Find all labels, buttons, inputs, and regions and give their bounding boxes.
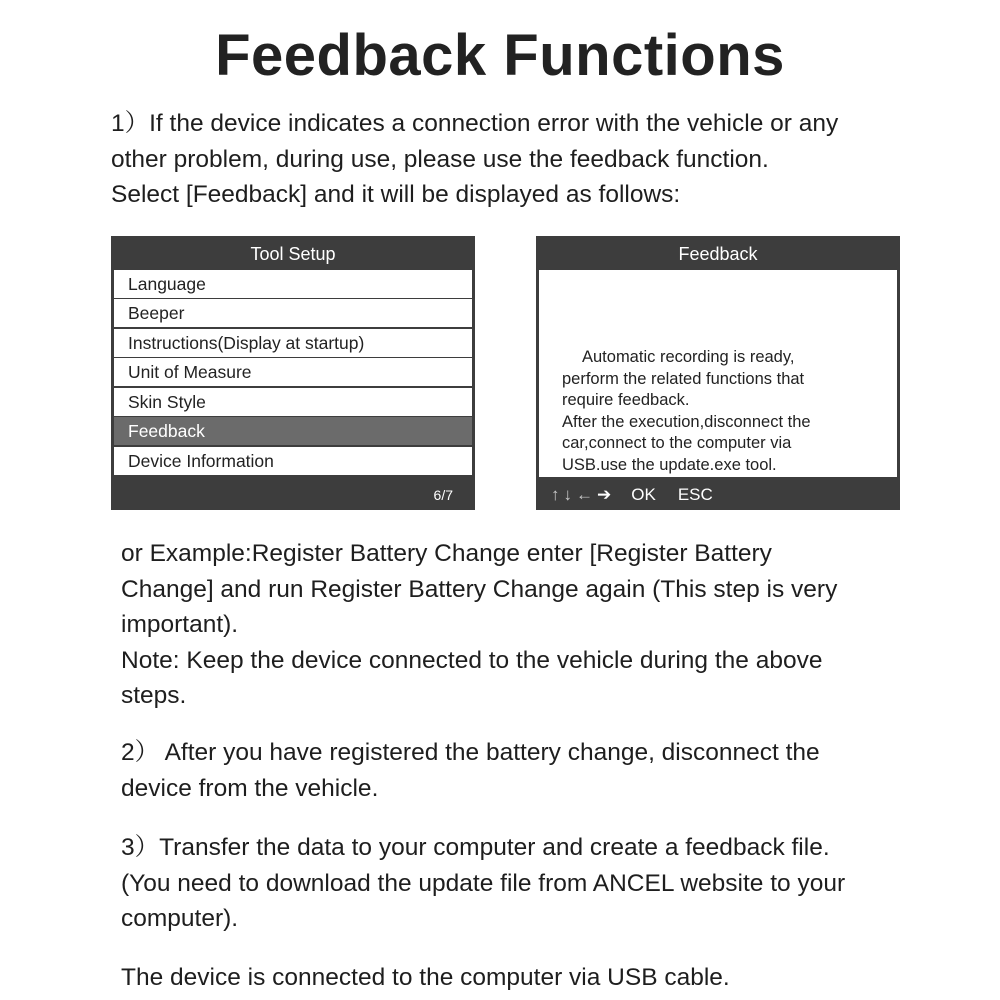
menu-item-device-information[interactable]: Device Information xyxy=(114,447,472,475)
step2-line: device from the vehicle. xyxy=(121,774,379,802)
menu-item-unit-of-measure[interactable]: Unit of Measure xyxy=(114,358,472,386)
intro-paragraph xyxy=(111,106,838,213)
example-line: Change] and run Register Battery Change again (This step is very xyxy=(121,575,838,603)
menu-item-beeper[interactable]: Beeper xyxy=(114,299,472,327)
tool-setup-footer xyxy=(111,480,475,510)
message-line: After the execution,disconnect the xyxy=(562,412,811,431)
example-line: important). xyxy=(121,611,239,638)
example-line: Note: Keep the device connected to the vehicle during the above xyxy=(121,646,823,674)
step3-line: (You need to download the update file from ANCEL website to your xyxy=(121,869,846,897)
example-line: steps. xyxy=(121,682,187,709)
feedback-screen xyxy=(536,236,900,510)
nav-bar xyxy=(551,484,713,506)
esc-button[interactable]: ESC xyxy=(677,485,713,504)
tool-setup-header: Tool Setup xyxy=(250,244,336,264)
step3-line: 3）Transfer the data to your computer and create a feedback file. xyxy=(121,834,830,861)
step3-line: computer). xyxy=(121,905,239,932)
intro-line: Select [Feedback] and it will be displayed as follows: xyxy=(111,181,681,208)
menu-item-skin-style[interactable]: Skin Style xyxy=(114,388,472,416)
step2-paragraph xyxy=(121,735,820,806)
menu-item-feedback[interactable]: Feedback xyxy=(114,417,472,445)
feedback-message xyxy=(562,347,811,476)
intro-line: 1）If the device indicates a connection error with the vehicle or any xyxy=(111,110,839,137)
menu-item-language[interactable]: Language xyxy=(114,270,472,298)
message-line: require feedback. xyxy=(562,391,690,409)
page-title: Feedback Functions xyxy=(215,23,785,88)
feedback-header: Feedback xyxy=(678,244,758,264)
feedback-footer xyxy=(536,480,900,510)
final-line: The device is connected to the computer via USB cable. xyxy=(121,964,730,991)
message-line: car,connect to the computer via xyxy=(562,434,792,452)
intro-line: other problem, during use, please use the feedback function. xyxy=(111,145,769,173)
step2-line: 2） After you have registered the battery change, disconnect the xyxy=(121,739,820,766)
step3-paragraph xyxy=(121,830,845,937)
message-line: perform the related functions that xyxy=(562,369,805,388)
example-paragraph xyxy=(121,536,837,714)
tool-setup-screen xyxy=(111,236,475,510)
example-line: or Example:Register Battery Change enter [Register Battery xyxy=(121,540,772,567)
arrow-down-icon[interactable]: ↓ xyxy=(563,485,572,504)
page-indicator: 6/7 xyxy=(433,487,453,503)
message-line: Automatic recording is ready, xyxy=(582,348,795,366)
tool-setup-menu xyxy=(114,270,472,478)
arrow-right-icon[interactable]: ➔ xyxy=(597,485,612,504)
menu-item-instructions[interactable]: Instructions(Display at startup) xyxy=(114,329,472,357)
final-paragraph xyxy=(121,960,730,996)
arrow-left-icon[interactable]: ← xyxy=(576,485,593,504)
feedback-message-box xyxy=(539,270,897,477)
arrow-up-icon[interactable]: ↑ xyxy=(551,485,560,504)
message-line: USB.use the update.exe tool. xyxy=(562,455,777,474)
ok-button[interactable]: OK xyxy=(631,485,656,504)
